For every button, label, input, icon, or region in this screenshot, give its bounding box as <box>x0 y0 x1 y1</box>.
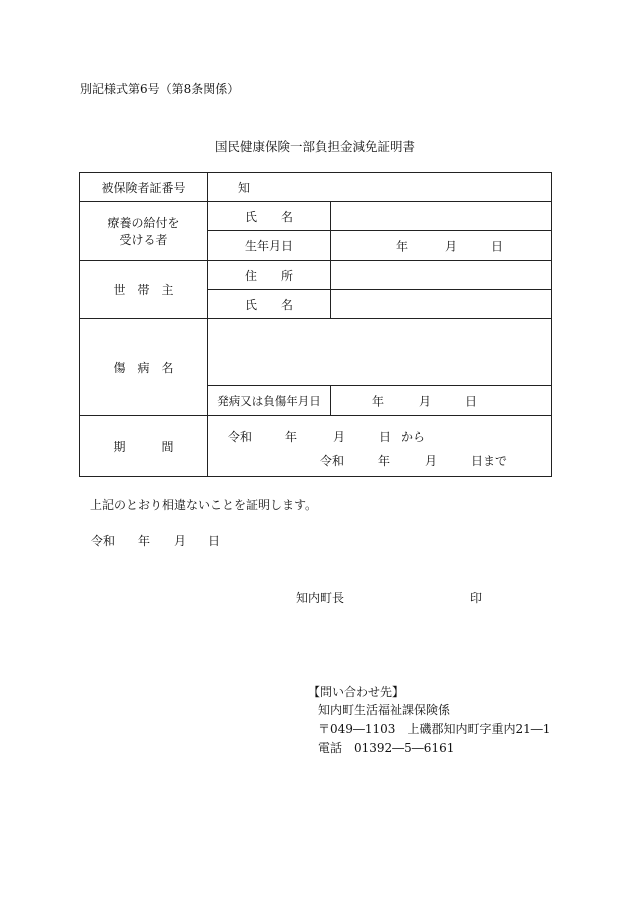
address-field <box>331 261 552 290</box>
cert-date-month-unit: 月 <box>174 534 187 548</box>
period-from-label: から <box>401 430 426 444</box>
period-start-year-unit: 年 <box>285 430 298 444</box>
period-end-year-unit: 年 <box>378 454 391 468</box>
period-end-era: 令和 <box>320 454 345 468</box>
insured-number-label: 被保険者証番号 <box>80 173 208 202</box>
contact-office: 知内町生活福祉課保険係 <box>318 703 451 717</box>
mayor-label: 知内町長 <box>296 591 345 605</box>
recipient-label-line2: 受ける者 <box>119 233 168 247</box>
contact-phone: 電話 01392―5―6161 <box>318 741 455 755</box>
period-start-day-unit: 日 <box>379 430 392 444</box>
period-start-era: 令和 <box>228 430 253 444</box>
onset-month-unit: 月 <box>419 394 432 408</box>
certification-statement: 上記のとおり相違ないことを証明します。 <box>90 498 318 512</box>
contact-address: 〒049―1103 上磯郡知内町字重内21―1 <box>318 722 551 736</box>
householder-name-field <box>331 290 552 319</box>
recipient-label <box>80 202 208 261</box>
onset-year-unit: 年 <box>372 394 385 408</box>
cert-date-era: 令和 <box>91 534 116 548</box>
recipient-name-field <box>331 202 552 231</box>
birth-month-unit: 月 <box>445 239 458 253</box>
period-label: 期 間 <box>80 416 208 477</box>
cert-date-day-unit: 日 <box>208 534 221 548</box>
seal-mark: 印 <box>470 591 483 605</box>
insured-number-field: 知 <box>208 173 552 202</box>
recipient-label-line1: 療養の給付を <box>107 216 180 230</box>
period-start-month-unit: 月 <box>333 430 346 444</box>
period-end-month-unit: 月 <box>425 454 438 468</box>
period-until-label: 日まで <box>471 454 508 468</box>
onset-date-field <box>331 386 552 416</box>
address-label: 住 所 <box>208 261 331 290</box>
onset-day-unit: 日 <box>465 394 478 408</box>
birth-year-unit: 年 <box>396 239 409 253</box>
certificate-table <box>79 172 552 477</box>
disease-field <box>208 319 552 386</box>
disease-label: 傷 病 名 <box>80 319 208 416</box>
birthdate-label: 生年月日 <box>208 231 331 261</box>
document-title: 国民健康保険一部負担金減免証明書 <box>214 139 415 154</box>
birth-day-unit: 日 <box>491 239 504 253</box>
cert-date-year-unit: 年 <box>138 534 151 548</box>
householder-name-label: 氏 名 <box>208 290 331 319</box>
period-field <box>208 416 552 477</box>
form-number: 別記様式第6号（第8条関係） <box>80 82 240 96</box>
contact-heading: 【問い合わせ先】 <box>308 685 405 699</box>
householder-label: 世 帯 主 <box>80 261 208 319</box>
insured-number-row <box>80 173 552 202</box>
onset-date-label: 発病又は負傷年月日 <box>208 386 331 416</box>
recipient-name-label: 氏 名 <box>208 202 331 231</box>
birthdate-field <box>331 231 552 261</box>
